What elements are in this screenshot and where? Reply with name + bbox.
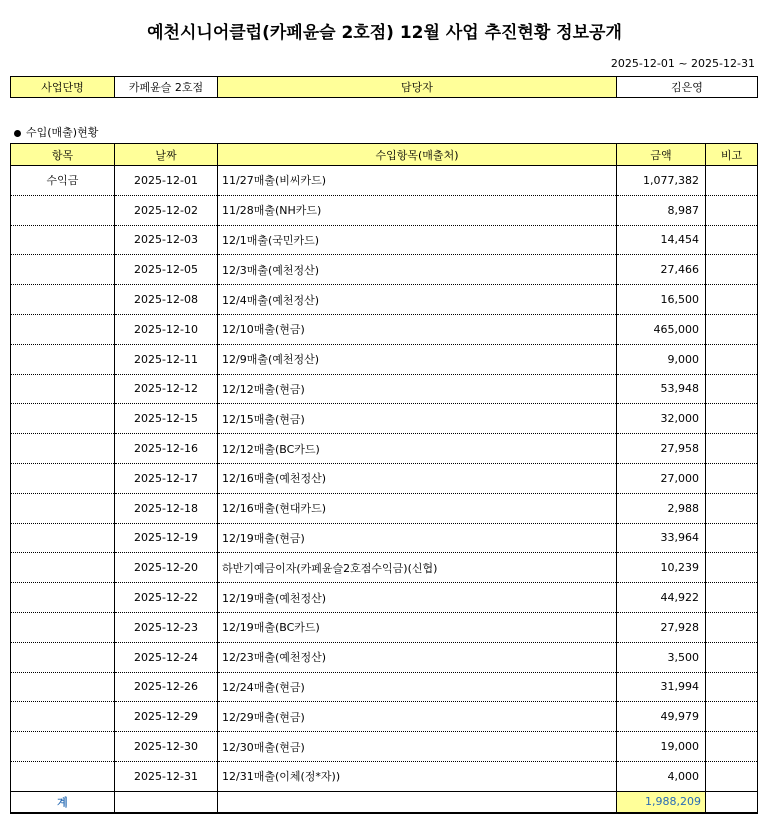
total-empty-note [706,791,758,813]
header-item: 수입항목(매출처) [218,144,617,166]
total-row [11,791,758,813]
row-amount: 3,500 [617,642,706,672]
row-date: 2025-12-15 [115,404,218,434]
row-item: 12/19매출(현금) [218,523,617,553]
project-info-table [10,76,758,98]
row-item: 12/1매출(국민카드) [218,225,617,255]
row-note [706,404,758,434]
row-amount: 2,988 [617,493,706,523]
row-amount: 4,000 [617,761,706,791]
table-row [11,642,758,672]
row-note [706,493,758,523]
row-amount: 16,500 [617,285,706,315]
table-row [11,612,758,642]
row-amount: 27,928 [617,612,706,642]
row-amount: 9,000 [617,344,706,374]
row-category [11,434,115,464]
row-date: 2025-12-08 [115,285,218,315]
row-category [11,314,115,344]
row-item: 12/29매출(현금) [218,702,617,732]
row-date: 2025-12-02 [115,195,218,225]
table-row [11,553,758,583]
table-row [11,434,758,464]
row-note [706,166,758,196]
table-row [11,166,758,196]
total-empty-item [218,791,617,813]
row-note [706,225,758,255]
row-category: 수익금 [11,166,115,196]
row-date: 2025-12-16 [115,434,218,464]
row-date: 2025-12-26 [115,672,218,702]
section-title: 수입(매출)현황 [26,126,99,139]
row-amount: 53,948 [617,374,706,404]
row-amount: 19,000 [617,732,706,762]
row-item: 12/19매출(BC카드) [218,612,617,642]
row-amount: 44,922 [617,583,706,613]
row-date: 2025-12-18 [115,493,218,523]
row-category [11,285,115,315]
table-row [11,702,758,732]
row-item: 12/3매출(예천정산) [218,255,617,285]
section-heading [14,124,98,140]
table-row [11,404,758,434]
project-label: 사업단명 [11,77,115,98]
row-note [706,732,758,762]
table-row [11,583,758,613]
row-date: 2025-12-19 [115,523,218,553]
table-row [11,493,758,523]
row-category [11,493,115,523]
row-note [706,702,758,732]
manager-label: 담당자 [218,77,617,98]
table-header-row [11,144,758,166]
row-item: 11/27매출(비씨카드) [218,166,617,196]
row-item: 12/9매출(예천정산) [218,344,617,374]
project-name: 카페윤슬 2호점 [115,77,218,98]
row-amount: 31,994 [617,672,706,702]
row-date: 2025-12-23 [115,612,218,642]
row-note [706,553,758,583]
row-note [706,195,758,225]
row-note [706,583,758,613]
table-row [11,255,758,285]
row-note [706,285,758,315]
row-item: 12/31매출(이체(정*자)) [218,761,617,791]
header-note: 비고 [706,144,758,166]
manager-name: 김은영 [617,77,758,98]
total-amount: 1,988,209 [617,791,706,813]
table-row [11,195,758,225]
row-category [11,612,115,642]
row-note [706,255,758,285]
row-item: 12/30매출(현금) [218,732,617,762]
row-item: 12/16매출(예천정산) [218,463,617,493]
header-category: 항목 [11,144,115,166]
row-item: 11/28매출(NH카드) [218,195,617,225]
row-category [11,642,115,672]
row-amount: 1,077,382 [617,166,706,196]
row-date: 2025-12-24 [115,642,218,672]
row-category [11,404,115,434]
row-date: 2025-12-03 [115,225,218,255]
header-amount: 금액 [617,144,706,166]
row-date: 2025-12-11 [115,344,218,374]
table-row [11,285,758,315]
row-note [706,463,758,493]
table-row [11,314,758,344]
row-note [706,642,758,672]
table-row [11,463,758,493]
row-category [11,761,115,791]
row-category [11,225,115,255]
row-item: 12/16매출(현대카드) [218,493,617,523]
row-category [11,732,115,762]
row-item: 12/4매출(예천정산) [218,285,617,315]
row-item: 12/24매출(현금) [218,672,617,702]
row-category [11,702,115,732]
table-row [11,344,758,374]
row-note [706,374,758,404]
row-date: 2025-12-05 [115,255,218,285]
row-amount: 49,979 [617,702,706,732]
row-amount: 27,958 [617,434,706,464]
row-date: 2025-12-17 [115,463,218,493]
row-date: 2025-12-29 [115,702,218,732]
row-amount: 27,000 [617,463,706,493]
row-category [11,255,115,285]
row-item: 하반기예금이자(카페윤슬2호점수익금)(신협) [218,553,617,583]
row-amount: 27,466 [617,255,706,285]
row-amount: 465,000 [617,314,706,344]
page-title: 예천시니어클럽(카페윤슬 2호점) 12월 사업 추진현황 정보공개 [147,23,622,43]
row-category [11,344,115,374]
row-category [11,374,115,404]
table-row [11,523,758,553]
total-empty-date [115,791,218,813]
bullet-icon [14,130,21,137]
row-date: 2025-12-01 [115,166,218,196]
table-row [11,732,758,762]
row-note [706,672,758,702]
row-date: 2025-12-22 [115,583,218,613]
row-category [11,553,115,583]
row-item: 12/19매출(예천정산) [218,583,617,613]
total-label: 계 [11,791,115,813]
row-date: 2025-12-10 [115,314,218,344]
revenue-table [10,143,758,814]
row-category [11,672,115,702]
table-row [11,761,758,791]
row-item: 12/12매출(현금) [218,374,617,404]
row-date: 2025-12-30 [115,732,218,762]
row-note [706,434,758,464]
row-item: 12/15매출(현금) [218,404,617,434]
table-row [11,672,758,702]
row-item: 12/23매출(예천정산) [218,642,617,672]
row-category [11,523,115,553]
row-amount: 14,454 [617,225,706,255]
report-period: 2025-12-01 ~ 2025-12-31 [610,57,755,70]
row-category [11,195,115,225]
row-category [11,463,115,493]
row-date: 2025-12-12 [115,374,218,404]
header-date: 날짜 [115,144,218,166]
row-note [706,612,758,642]
row-item: 12/10매출(현금) [218,314,617,344]
row-date: 2025-12-20 [115,553,218,583]
row-amount: 10,239 [617,553,706,583]
row-amount: 32,000 [617,404,706,434]
row-note [706,761,758,791]
row-note [706,344,758,374]
row-item: 12/12매출(BC카드) [218,434,617,464]
table-row [11,225,758,255]
row-category [11,583,115,613]
row-amount: 8,987 [617,195,706,225]
row-note [706,523,758,553]
row-amount: 33,964 [617,523,706,553]
row-note [706,314,758,344]
row-date: 2025-12-31 [115,761,218,791]
table-row [11,374,758,404]
